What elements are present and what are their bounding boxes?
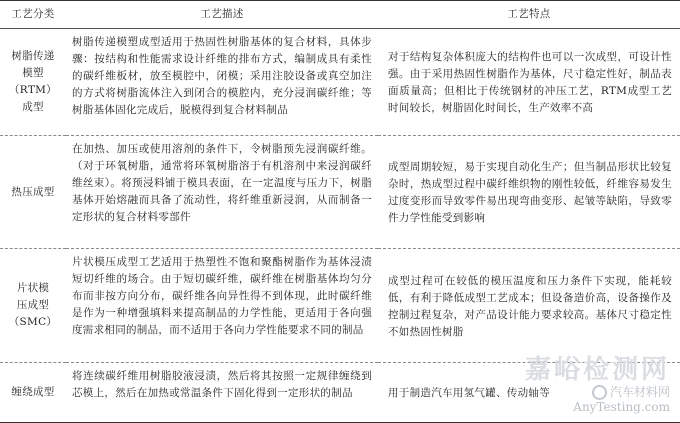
header-description: 工艺描述 (66, 1, 378, 29)
process-features: 用于制造汽车用氢气罐、传动轴等 (388, 387, 550, 399)
process-name: 缠绕成型 (11, 386, 55, 398)
process-features: 成型过程可在较低的模压温度和压力条件下实现，能耗较低，有利于降低成型工艺成本；但设备造价高，设备操作及控制过程复杂，对产品设计能力要求较高。基体尺寸稳定性不如热固性树脂 (388, 274, 672, 338)
watermark-url: AnyTesting.com (573, 400, 670, 414)
header-category: 工艺分类 (0, 1, 66, 29)
process-features: 对于结构复杂体积庞大的结构件也可以一次成型，可设计性强。由于采用热固性树脂作为基体，尺寸稳定性好，制品表面质量高；但相比于传统钢材的冲压工艺，RTM成型工艺时间较长，树脂固化时间长，生产效率不高 (388, 51, 672, 114)
watermark-sub-text: 汽车材料网 (609, 385, 670, 399)
process-features: 成型周期较短，易于实现自动化生产；但当制品形状比较复杂时，热成型过程中碳纤维织物的刚性较低，纤维容易发生过度变形而导致零件易出现弯曲变形、起皱等缺陷，导致零件力学性能受到影响 (388, 161, 672, 224)
table-row (0, 136, 680, 249)
process-description: 在加热、加压或使用溶剂的条件下，令树脂预先浸润碳纤维。（对于环氧树脂，通常将环氧树脂溶于有机溶剂中来浸润碳纤维丝束）。将预浸料铺于模具表面，在一定温度与压力下，树脂基体开始熔融而具备了流动性，将纤维重新浸润，从而制备一定形状的复合材料零部件 (72, 143, 372, 223)
process-description: 树脂传递模塑成型适用于热固性树脂基体的复合材料，具体步骤：按结构和性能需求设计纤维的排布方式，编制成具有柔性的碳纤维板材，放至模腔中，闭模；采用注胶设备或真空加注的方式将树脂流体注入到闭合的模腔内，充分浸润碳纤维；等树脂基体固化完成后，脱模得到复合材料制品 (72, 36, 372, 116)
process-description: 将连续碳纤维用树脂胶液浸渍，然后将其按照一定规律缠绕到芯模上，然后在加热或常温条件下固化得到一定形状的制品 (72, 370, 372, 399)
watermark-main-text: 嘉峪检测网 (524, 355, 670, 385)
process-name: 热压成型 (11, 185, 55, 198)
header-features: 工艺特点 (378, 1, 680, 29)
process-name: 树脂传递 模塑（RTM） 成型 (9, 50, 57, 113)
table-row (0, 29, 680, 136)
table-row (0, 249, 680, 363)
process-description: 片状模压成型工艺适用于热塑性不饱和聚酯树脂作为基体浸渍短切纤维的场合。由于短切碳纤维，碳纤维在树脂基体均匀分布而非按方向分布，碳纤维各向异性得不到体现，此时碳纤维是作为一种增强填料来提高制品的力学性能，更适用于各向强度需求相同的制品，而不适用于各向力学性能要求不同的制品 (72, 256, 372, 336)
header-row (0, 1, 680, 29)
table-row (0, 363, 680, 423)
process-name: 片状模 压成型 （SMC） (8, 282, 58, 328)
